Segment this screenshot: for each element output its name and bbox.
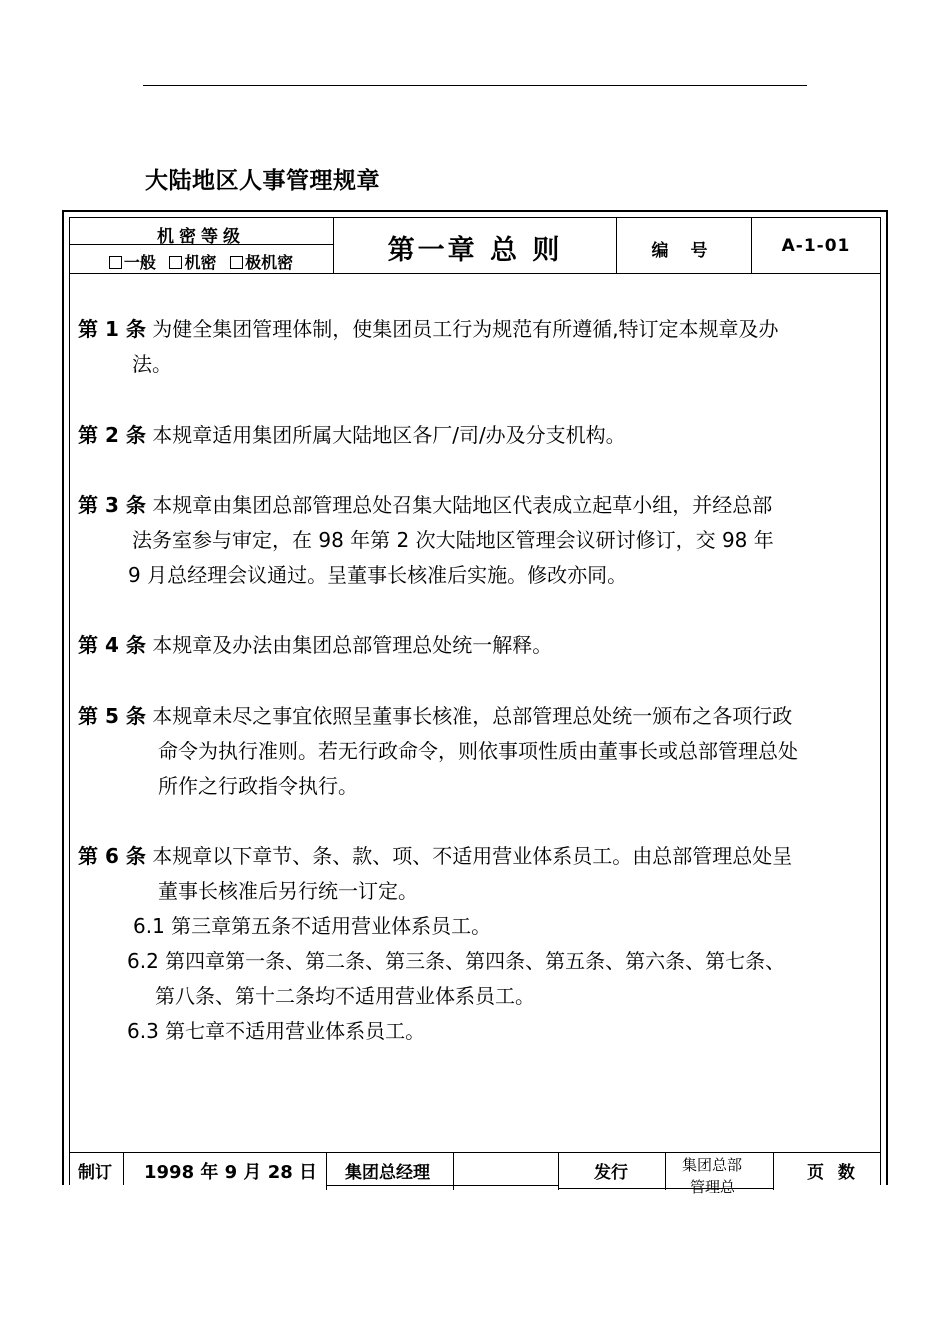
article-label: 第 5 条: [78, 704, 146, 728]
confidentiality-options: [70, 250, 332, 273]
article-1: [78, 312, 779, 347]
article-text: 本规章以下章节、条、款、项、不适用营业体系员工。由总部管理总处呈: [152, 844, 793, 868]
article-label: 第 2 条: [78, 423, 146, 447]
article-5-cont-1: 命令为执行准则。若无行政命令，则依事项性质由董事长或总部管理总处: [158, 739, 798, 763]
pages-label: 页 数: [807, 1163, 859, 1183]
footer-top-rule: [70, 1152, 881, 1153]
confidentiality-label: 机密等级: [157, 227, 245, 247]
option-confidential[interactable]: 机密: [169, 253, 216, 272]
checkbox-icon: [230, 256, 243, 269]
footer-col-divider-3: [453, 1152, 454, 1190]
made-date: 1998 年 9 月 28 日: [144, 1162, 318, 1183]
article-3-cont-2: 9 月总经理会议通过。呈董事长核准后实施。修改亦同。: [128, 563, 628, 587]
chapter-title: 第一章 总 则: [387, 235, 563, 266]
article-1-cont: 法。: [132, 352, 172, 376]
article-5: [78, 699, 792, 734]
top-rule: [143, 85, 807, 86]
footer-col-divider-1: [123, 1152, 124, 1185]
article-3: [78, 488, 772, 523]
sub-item-6-3: 6.3 第七章不适用营业体系员工。: [127, 1019, 426, 1043]
sub-item-6-1: 6.1 第三章第五条不适用营业体系员工。: [133, 914, 492, 938]
article-label: 第 4 条: [78, 633, 146, 657]
footer-col-divider-5: [665, 1152, 666, 1190]
footer-col-divider-2: [326, 1152, 327, 1190]
sub-item-6-2: 6.2 第四章第一条、第二条、第三条、第四条、第五条、第六条、第七条、: [127, 949, 786, 973]
issuer-line-2: 管理总: [690, 1178, 736, 1196]
article-text: 本规章及办法由集团总部管理总处统一解释。: [152, 633, 553, 657]
article-4: [78, 628, 552, 663]
number-value: A-1-01: [781, 236, 851, 256]
number-label: 编 号: [651, 241, 716, 261]
header-col-divider-1: [333, 217, 334, 273]
footer-col-divider-4: [558, 1152, 559, 1190]
approver-label: 集团总经理: [345, 1163, 430, 1183]
checkbox-icon: [109, 256, 122, 269]
article-6: [78, 839, 792, 874]
issuer-line-1: 集团总部: [682, 1156, 743, 1174]
article-5-cont-2: 所作之行政指令执行。: [158, 774, 358, 798]
article-text: 为健全集团管理体制，使集团员工行为规范有所遵循,特订定本规章及办: [152, 317, 779, 341]
article-6-cont: 董事长核准后另行统一订定。: [158, 879, 418, 903]
footer-col-divider-6: [773, 1152, 774, 1190]
article-label: 第 3 条: [78, 493, 146, 517]
article-text: 本规章由集团总部管理总处召集大陆地区代表成立起草小组，并经总部: [152, 493, 773, 517]
article-3-cont-1: 法务室参与审定，在 98 年第 2 次大陆地区管理会议研讨修订，交 98 年: [132, 528, 774, 552]
made-label: 制订: [78, 1163, 112, 1183]
checkbox-icon: [169, 256, 182, 269]
issue-label: 发行: [594, 1163, 628, 1183]
header-bottom-rule: [70, 273, 881, 274]
document-title: 大陆地区人事管理规章: [145, 168, 380, 194]
article-2: [78, 418, 626, 453]
option-top-secret[interactable]: 极机密: [230, 253, 293, 272]
article-label: 第 6 条: [78, 844, 146, 868]
option-general[interactable]: 一般: [109, 253, 156, 272]
footer-rule-approver: [326, 1185, 558, 1186]
article-label: 第 1 条: [78, 317, 146, 341]
article-text: 本规章适用集团所属大陆地区各厂/司/办及分支机构。: [152, 423, 626, 447]
sub-item-6-2-cont: 第八条、第十二条均不适用营业体系员工。: [155, 984, 535, 1008]
article-text: 本规章未尽之事宜依照呈董事长核准，总部管理总处统一颁布之各项行政: [152, 704, 793, 728]
